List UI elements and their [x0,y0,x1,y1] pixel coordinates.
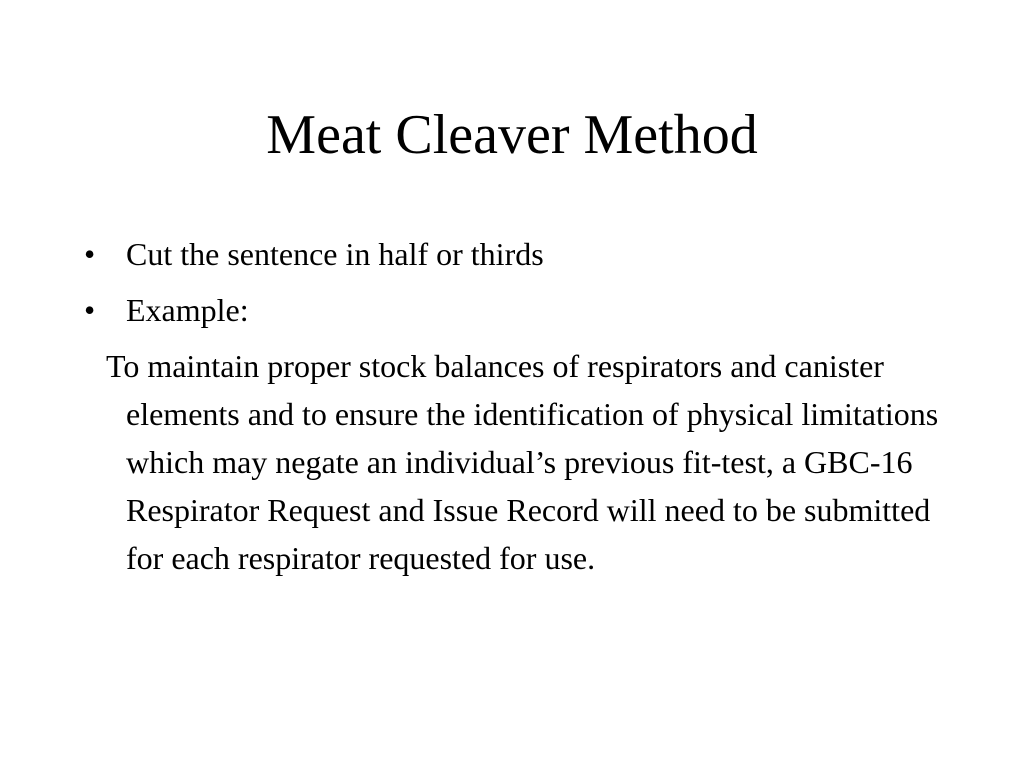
slide-title: Meat Cleaver Method [266,104,758,166]
bullet-list [84,230,944,334]
example-paragraph: To maintain proper stock balances of respirators and canister elements and to ensure the identification of physical limitations which may negate an individual’s previous fit-test, a GBC-16 Respirator Request and Issue Record will need to be submitted for each respirator requested for use. [106,348,939,576]
slide-body [84,230,944,582]
bullet-marker: • [84,292,96,328]
bullet-item-cut-sentence [84,230,944,278]
bullet-text: Cut the sentence in half or thirds [126,236,544,272]
bullet-item-example [84,286,944,334]
bullet-text: Example: [126,292,249,328]
bullet-marker: • [84,236,96,272]
